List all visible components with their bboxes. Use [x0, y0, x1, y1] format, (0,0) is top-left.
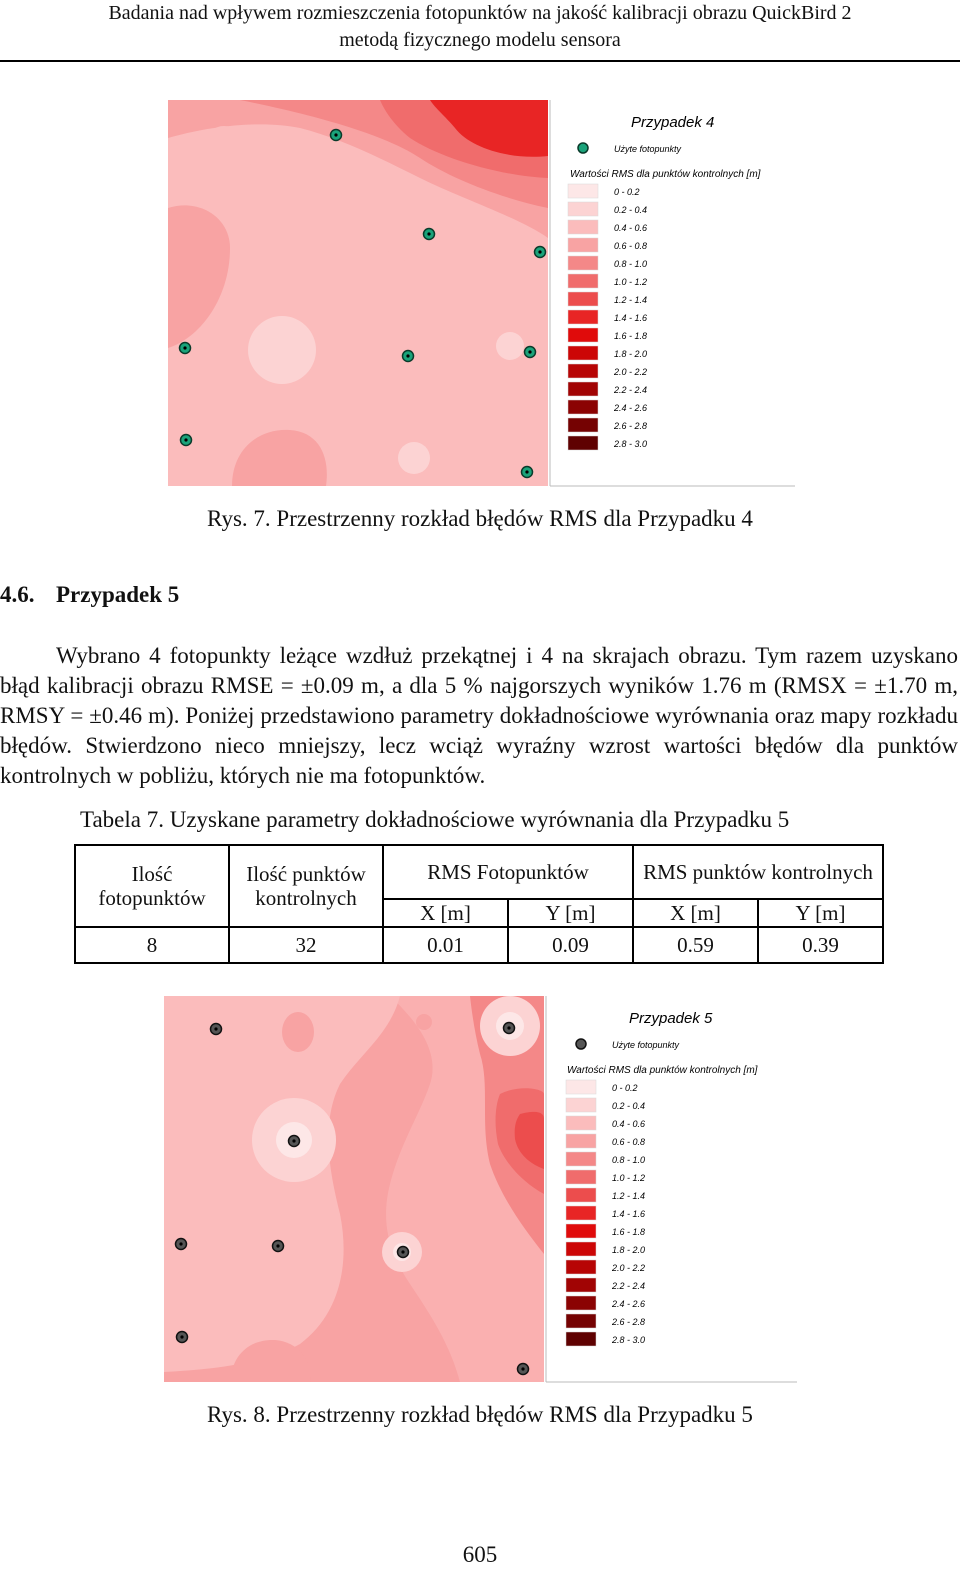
- header-check-x: X [m]: [633, 899, 758, 927]
- legend-points-label: Użyte fotopunkty: [612, 1040, 680, 1050]
- section-number: 4.6.: [0, 582, 35, 607]
- running-header-line2: metodą fizycznego modelu sensora: [339, 29, 621, 51]
- legend-class-label: 0.8 - 1.0: [612, 1155, 646, 1165]
- gcp-legend-icon: [578, 143, 588, 153]
- legend-swatch: [566, 1188, 596, 1202]
- legend-class-label: 1.2 - 1.4: [612, 1191, 646, 1201]
- legend-class-label: 1.4 - 1.6: [614, 313, 648, 323]
- cell-gcp-count: 8: [75, 927, 229, 963]
- legend-class-label: 1.6 - 1.8: [612, 1227, 646, 1237]
- header-check-count: Ilość punktów kontrolnych: [229, 845, 383, 927]
- legend-class-label: 2.8 - 3.0: [612, 1335, 646, 1345]
- header-check-y: Y [m]: [758, 899, 883, 927]
- legend-swatch: [566, 1332, 596, 1346]
- legend-swatch: [566, 1080, 596, 1094]
- legend-swatches: [568, 184, 647, 450]
- legend-swatch: [566, 1116, 596, 1130]
- legend-class-label: 1.6 - 1.8: [614, 331, 648, 341]
- figure-7-svg: [0, 98, 960, 490]
- legend-class-label: 0 - 0.2: [612, 1083, 638, 1093]
- legend-swatch: [566, 1296, 596, 1310]
- legend-class-label: 0.6 - 0.8: [614, 241, 648, 251]
- legend-class-label: 0.8 - 1.0: [614, 259, 648, 269]
- accuracy-table: [74, 844, 884, 964]
- legend-swatch: [568, 310, 598, 324]
- legend-swatch: [568, 382, 598, 396]
- legend-case5: [566, 1010, 758, 1346]
- cell-check-y: 0.39: [758, 927, 883, 963]
- cell-gcp-y: 0.09: [508, 927, 633, 963]
- section-heading: [0, 582, 179, 608]
- legend-swatch: [568, 256, 598, 270]
- legend-class-label: 2.4 - 2.6: [612, 1299, 646, 1309]
- legend-class-label: 0.4 - 0.6: [612, 1119, 646, 1129]
- legend-class-label: 2.2 - 2.4: [614, 385, 648, 395]
- legend-swatch: [568, 400, 598, 414]
- cell-check-x: 0.59: [633, 927, 758, 963]
- legend-class-label: 2.2 - 2.4: [612, 1281, 646, 1291]
- table-7-caption: Tabela 7. Uzyskane parametry dokładnościowe wyrównania dla Przypadku 5: [80, 807, 790, 832]
- legend-class-label: 2.0 - 2.2: [612, 1263, 646, 1273]
- legend-class-label: 2.0 - 2.2: [614, 367, 648, 377]
- map-title-case5: Przypadek 5: [629, 1010, 713, 1027]
- header-gcp-x: X [m]: [383, 899, 508, 927]
- page-number: 605: [462, 1542, 498, 1567]
- header-gcp-count: Ilość fotopunktów: [75, 845, 229, 927]
- figure-7-caption: Rys. 7. Przestrzenny rozkład błędów RMS dla Przypadku 4: [207, 506, 753, 531]
- legend-swatch: [568, 274, 598, 288]
- section-title: Przypadek 5: [56, 582, 180, 607]
- legend-swatch: [566, 1206, 596, 1220]
- legend-class-label: 0.6 - 0.8: [612, 1137, 646, 1147]
- legend-scale-title: Wartości RMS dla punktów kontrolnych [m]: [570, 169, 761, 180]
- legend-class-label: 0.2 - 0.4: [614, 205, 648, 215]
- header-rms-check: RMS punktów kontrolnych: [633, 845, 883, 899]
- legend-swatch: [566, 1134, 596, 1148]
- legend-class-label: 2.6 - 2.8: [614, 421, 648, 431]
- legend-swatch: [566, 1152, 596, 1166]
- legend-swatch: [568, 436, 598, 450]
- legend-class-label: 0.2 - 0.4: [612, 1101, 646, 1111]
- legend-swatch: [566, 1242, 596, 1256]
- header-gcp-y: Y [m]: [508, 899, 633, 927]
- legend-class-label: 1.0 - 1.2: [612, 1173, 646, 1183]
- legend-swatch: [568, 220, 598, 234]
- legend-class-label: 1.4 - 1.6: [612, 1209, 646, 1219]
- legend-class-label: 2.6 - 2.8: [612, 1317, 646, 1327]
- legend-class-label: 1.8 - 2.0: [612, 1245, 646, 1255]
- legend-class-label: 1.0 - 1.2: [614, 277, 648, 287]
- rms-map-case4: [168, 100, 795, 486]
- figure-8-svg: [0, 994, 960, 1386]
- legend-points-label: Użyte fotopunkty: [614, 144, 682, 154]
- figure-8-caption: Rys. 8. Przestrzenny rozkład błędów RMS dla Przypadku 5: [207, 1402, 753, 1427]
- cell-check-count: 32: [229, 927, 383, 963]
- legend-swatch: [568, 202, 598, 216]
- gcp-legend-icon: [576, 1039, 586, 1049]
- legend-swatch: [568, 418, 598, 432]
- legend-swatch: [568, 328, 598, 342]
- header-rms-gcp: RMS Fotopunktów: [383, 845, 633, 899]
- legend-class-label: 0.4 - 0.6: [614, 223, 648, 233]
- map-title-case4: Przypadek 4: [631, 114, 715, 131]
- legend-scale-title: Wartości RMS dla punktów kontrolnych [m]: [567, 1065, 758, 1076]
- legend-class-label: 2.8 - 3.0: [614, 439, 648, 449]
- rms-map-case5: [164, 996, 797, 1382]
- legend-swatch: [566, 1170, 596, 1184]
- legend-swatch: [566, 1224, 596, 1238]
- legend-class-label: 1.2 - 1.4: [614, 295, 648, 305]
- legend-class-label: 0 - 0.2: [614, 187, 640, 197]
- header-rule: [0, 60, 960, 62]
- figure-8: [0, 994, 960, 1386]
- legend-case4: [568, 114, 761, 450]
- legend-swatch: [568, 238, 598, 252]
- legend-swatch: [566, 1278, 596, 1292]
- running-header: [0, 0, 960, 54]
- legend-swatch: [568, 184, 598, 198]
- legend-swatch: [566, 1314, 596, 1328]
- legend-class-label: 2.4 - 2.6: [614, 403, 648, 413]
- section-paragraph: Wybrano 4 fotopunkty leżące wzdłuż przekątnej i 4 na skrajach obrazu. Tym razem uzyskano błąd kalibracji obrazu RMSE = ±0.09 m, a dla 5 % najgorszych wyników 1.76 m (RMSX = ±1.70 m, RMSY = ±0.46 m). Poniżej przedstawiono parametry dokładnościowe wyrównania oraz mapy rozkładu błędów. Stwierdzono nieco mniejszy, lecz wciąż wyraźny wzrost wartości błędów dla punktów kontrolnych w pobliżu, których nie ma fotopunktów.: [0, 643, 958, 788]
- figure-7: [0, 98, 960, 490]
- table-row: [75, 927, 883, 963]
- cell-gcp-x: 0.01: [383, 927, 508, 963]
- legend-swatch: [568, 346, 598, 360]
- running-header-line1: Badania nad wpływem rozmieszczenia fotopunktów na jakość kalibracji obrazu QuickBird 2: [108, 2, 852, 24]
- legend-swatch: [566, 1098, 596, 1112]
- legend-swatch: [568, 292, 598, 306]
- legend-class-label: 1.8 - 2.0: [614, 349, 648, 359]
- legend-swatch: [566, 1260, 596, 1274]
- legend-swatch: [568, 364, 598, 378]
- legend-swatches: [566, 1080, 645, 1346]
